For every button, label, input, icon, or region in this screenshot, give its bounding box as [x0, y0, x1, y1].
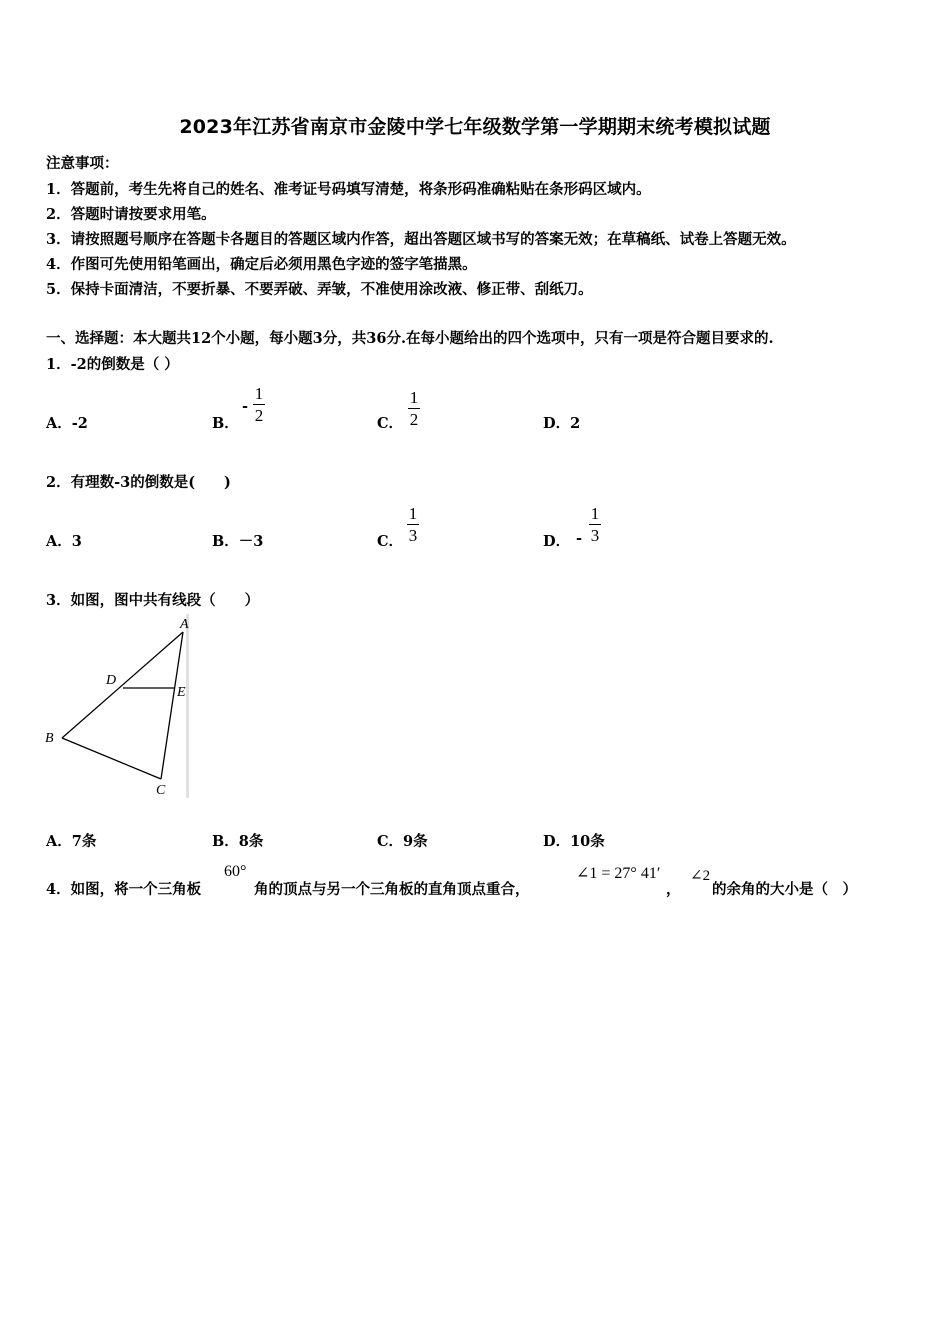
q2-stem: 2．有理数-3的倒数是( ) — [46, 474, 231, 491]
label-b: B — [45, 731, 54, 746]
page-title: 2023年江苏省南京市金陵中学七年级数学第一学期期末统考模拟试题 — [179, 116, 771, 138]
label-e: E — [177, 685, 186, 700]
notice-item-5: 5．保持卡面清洁，不要折暴、不要弄破、弄皱，不准使用涂改液、修正带、刮纸刀。 — [46, 281, 593, 298]
q1-c-denominator: 2 — [409, 410, 419, 429]
notice-item-4: 4．作图可先使用铅笔画出，确定后必须用黑色字迹的签字笔描黑。 — [46, 256, 477, 273]
figure-scan-edge — [186, 614, 189, 798]
q1-option-c-fraction — [408, 389, 420, 428]
q1-option-b-fraction — [253, 385, 265, 424]
q1-b-numerator: 1 — [254, 384, 264, 403]
section-heading: 一、选择题：本大题共12个小题，每小题3分，共36分.在每小题给出的四个选项中，只有一项是符合题目要求的. — [46, 330, 774, 347]
q4-angle-1: ∠1 = 27° 41′ — [576, 865, 661, 882]
label-a: A — [180, 617, 189, 632]
q2-option-d-fraction — [589, 505, 601, 544]
q4-text-part2: 角的顶点与另一个三角板的直角顶点重合， — [254, 881, 530, 898]
q3-triangle-figure — [40, 612, 200, 800]
q4-angle-60: 60° — [224, 863, 247, 880]
q1-b-denominator: 2 — [254, 406, 264, 425]
q3-option-c: C．9条 — [377, 833, 428, 850]
q2-c-numerator: 1 — [408, 504, 418, 523]
label-d: D — [106, 673, 117, 688]
q2-option-b: B．－3 — [212, 533, 264, 550]
q1-option-a: A．-2 — [46, 415, 88, 432]
segment-ac — [161, 632, 183, 779]
q1-c-numerator: 1 — [409, 388, 419, 407]
q2-d-denominator: 3 — [590, 526, 600, 545]
q1-option-c-label: C． — [377, 415, 404, 432]
q2-d-numerator: 1 — [590, 504, 600, 523]
notice-item-1: 1．答题前，考生先将自己的姓名、准考证号码填写清楚，将条形码准确粘贴在条形码区域内。 — [46, 181, 651, 198]
q4-text-part1: 4．如图，将一个三角板 — [46, 881, 202, 898]
q4-comma: ， — [666, 881, 681, 898]
q3-stem: 3．如图，图中共有线段（ ） — [46, 592, 260, 609]
q2-option-d-label: D． — [543, 533, 571, 550]
q1-option-b-label: B． — [212, 415, 239, 432]
segment-ab — [62, 632, 183, 738]
q1-option-b-sign: - — [242, 398, 249, 415]
q1-option-d: D．2 — [543, 415, 581, 432]
q3-option-b: B．8条 — [212, 833, 264, 850]
q4-angle-2: ∠2 — [690, 868, 711, 884]
q3-option-d: D．10条 — [543, 833, 605, 850]
q2-option-a: A．3 — [46, 533, 82, 550]
notice-item-3: 3．请按照题号顺序在答题卡各题目的答题区域内作答，超出答题区域书写的答案无效；在草稿纸、试卷上答题无效。 — [46, 231, 796, 248]
q2-option-c-label: C． — [377, 533, 404, 550]
label-c: C — [156, 783, 166, 798]
notice-heading: 注意事项： — [46, 155, 119, 172]
q2-option-c-fraction — [407, 505, 419, 544]
q3-option-a: A．7条 — [46, 833, 97, 850]
notice-item-2: 2．答题时请按要求用笔。 — [46, 206, 216, 223]
q2-option-d-sign: - — [576, 530, 583, 547]
q4-text-part3: 的余角的大小是（ ） — [712, 881, 857, 898]
q2-c-denominator: 3 — [408, 526, 418, 545]
q1-stem: 1．-2的倒数是（ ） — [46, 356, 179, 373]
segment-bc — [62, 738, 161, 779]
